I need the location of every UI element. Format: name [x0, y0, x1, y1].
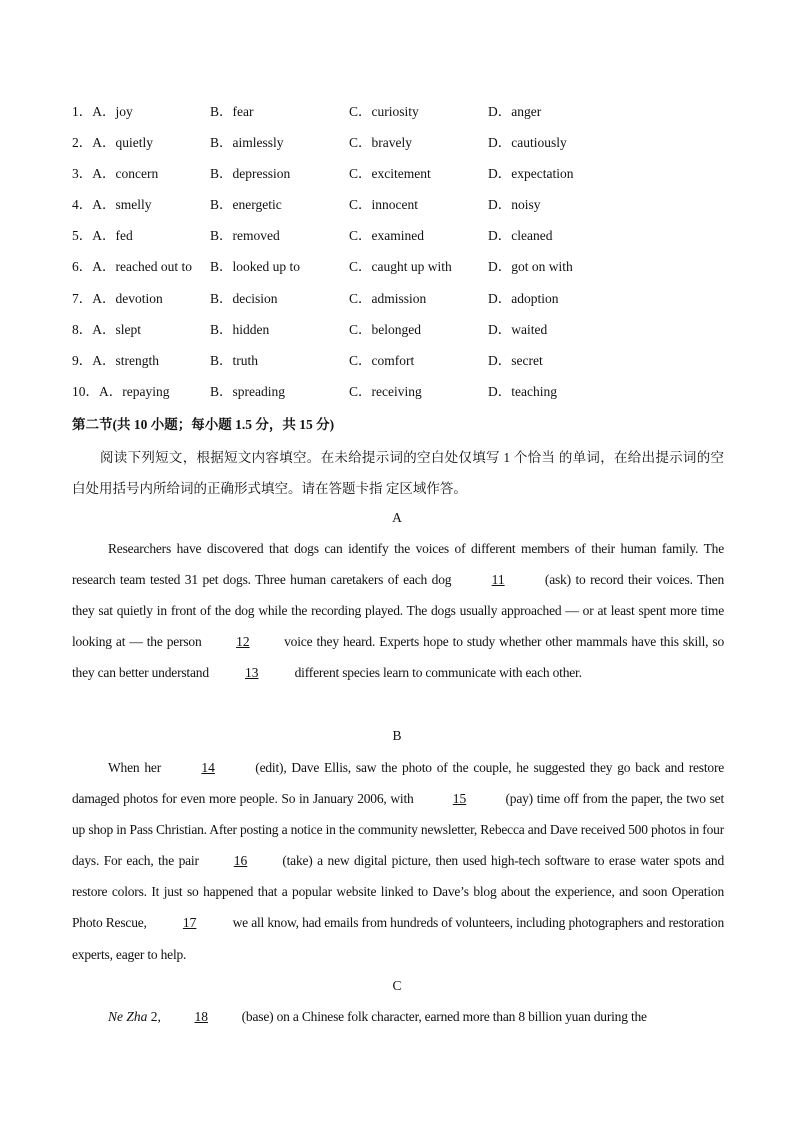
option-c: C．innocent: [349, 197, 418, 213]
blank-15: 15: [452, 791, 467, 807]
option-c: C．belonged: [349, 321, 421, 337]
option-b: B．spreading: [210, 383, 285, 399]
passage-a-text-3: voice they heard. Experts hope to study whether other mammals have this skill, so they can better understand: [72, 634, 725, 681]
blank-11: 11: [491, 572, 505, 588]
option-b: B．decision: [210, 290, 278, 306]
option-b: B．looked up to: [210, 259, 300, 275]
passage-a-text-2: (ask) to record their voices. Then they sat quietly in front of the dog while the recording played. The dogs usually approached — or at least spent more time looking at — the person: [72, 572, 725, 650]
blank-13: 13: [245, 665, 259, 681]
passage-a-text-1: Researchers have discovered that dogs can identify the voices of different members of their human family. The research team tested 31 pet dogs. Three human caretakers of each dog: [72, 541, 724, 588]
option-a: 6．A．reached out to: [72, 259, 192, 275]
option-d: D．adoption: [488, 290, 559, 306]
option-d: D．expectation: [488, 166, 574, 182]
passage-a-label: A: [392, 510, 402, 525]
blank-18: 18: [194, 1009, 209, 1024]
passage-c-title: Ne Zha: [108, 1009, 148, 1024]
option-a: 4．A．smelly: [72, 197, 152, 213]
option-b: B．aimlessly: [210, 135, 284, 151]
passage-a: [72, 533, 724, 688]
passage-b-text-4: (take) a new digital picture, then used high-tech software to erase water spots and restore colors. It just so happened that a popular website linked to Dave’s blog about the experience, and soon Operation Photo Rescue,: [72, 853, 725, 931]
option-c: C．comfort: [349, 352, 415, 368]
passage-b-text-5: we all know, had emails from hundreds of volunteers, including photographers and restoration experts, eager to help.: [72, 915, 725, 962]
passage-c-label: C: [392, 978, 402, 993]
option-a: 5．A．fed: [72, 228, 133, 244]
option-a: 1．A．joy: [72, 104, 133, 119]
option-c: C．bravely: [349, 135, 412, 151]
option-a: 8．A．slept: [72, 321, 141, 337]
option-a: 7．A．devotion: [72, 290, 163, 306]
option-b: B．truth: [210, 352, 259, 368]
option-a: 2．A．quietly: [72, 135, 153, 151]
option-a: 10．A．repaying: [72, 383, 170, 399]
passage-b-text-2: (edit), Dave Ellis, saw the photo of the couple, he suggested they go back and restore damaged photos for even more people. So in January 2006, with: [72, 760, 725, 807]
blank-12: 12: [236, 634, 250, 650]
option-d: D．cleaned: [488, 228, 553, 244]
passage-b-label: B: [392, 728, 402, 743]
passage-a-text-4: different species learn to communicate with each other.: [294, 665, 582, 681]
option-c: C．curiosity: [349, 104, 419, 119]
option-a: 3．A．concern: [72, 166, 159, 182]
option-b: B．removed: [210, 228, 280, 244]
option-b: B．depression: [210, 166, 291, 182]
option-d: D．teaching: [488, 383, 557, 399]
option-c: C．examined: [349, 228, 424, 244]
option-d: D．cautiously: [488, 135, 567, 151]
blank-14: 14: [201, 760, 215, 775]
passage-b-text-1: When her: [108, 760, 162, 775]
option-d: D．noisy: [488, 197, 541, 213]
blank-17: 17: [182, 915, 197, 931]
blank-16: 16: [233, 853, 248, 869]
option-d: D．got on with: [488, 259, 573, 275]
option-b: B．energetic: [210, 197, 282, 213]
passage-c-text-1: (base) on a Chinese folk character, earned more than 8 billion yuan during the: [241, 1009, 647, 1024]
section-instructions: 阅读下列短文，根据短文内容填空。在未给提示词的空白处仅填写 1 个恰当 的单词，在给出提示词的空白处用括号内所给词的正确形式填空。请在答题卡指 定区域作答。: [72, 450, 724, 496]
option-c: C．admission: [349, 290, 427, 306]
option-b: B．hidden: [210, 321, 270, 337]
option-d: D．anger: [488, 104, 542, 119]
option-c: C．excitement: [349, 166, 431, 182]
option-c: C．caught up with: [349, 259, 452, 275]
passage-c-title-rest: 2,: [147, 1009, 161, 1024]
passage-b-text-3: (pay) time off from the paper, the two set up shop in Pass Christian. After posting a notice in the community newsletter, Rebecca and Dave received 500 photos in four days. For each, the pair: [72, 791, 725, 869]
option-a: 9．A．strength: [72, 352, 159, 368]
option-b: B．fear: [210, 104, 254, 119]
option-c: C．receiving: [349, 383, 422, 399]
passage-b: [72, 752, 724, 970]
option-d: D．waited: [488, 321, 548, 337]
option-d: D．secret: [488, 352, 543, 368]
passage-c: [72, 1001, 724, 1032]
section-heading: 第二节(共 10 小题；每小题 1.5 分，共 15 分): [72, 417, 335, 432]
